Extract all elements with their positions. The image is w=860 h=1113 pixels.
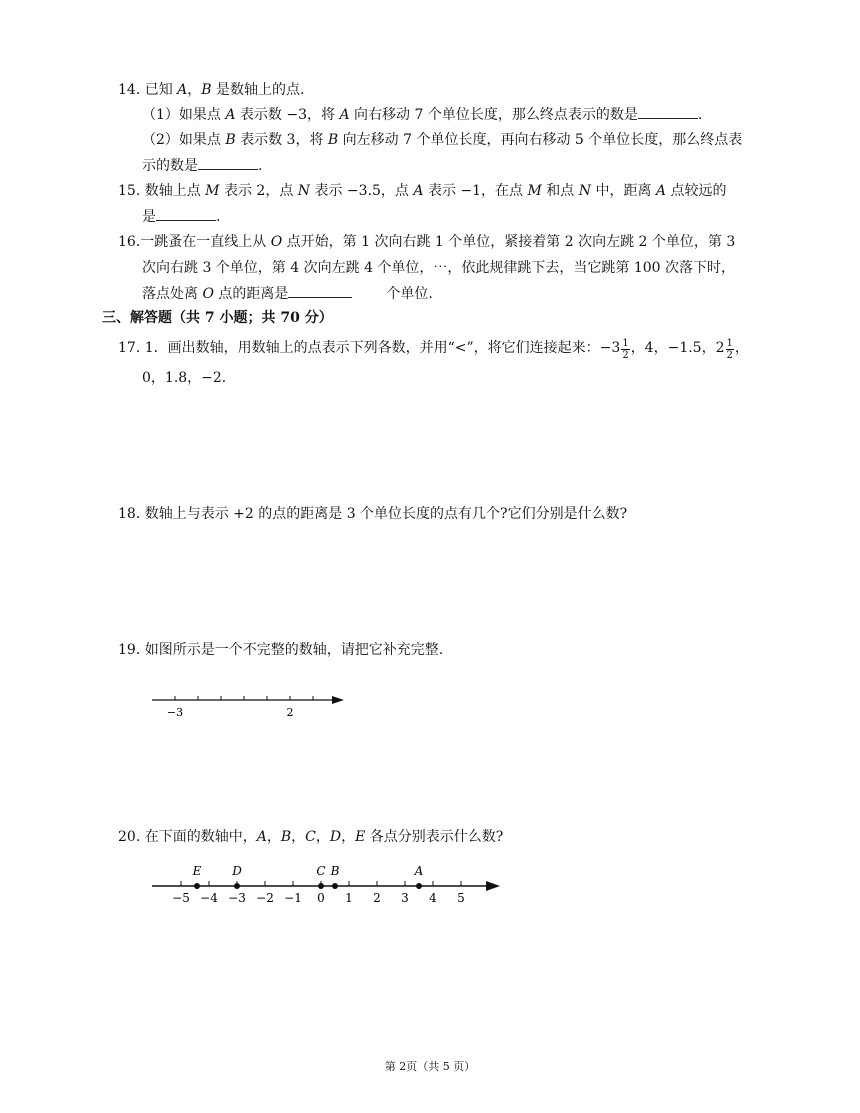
axis-label-neg3: −3	[166, 706, 184, 719]
point-label-e: E	[192, 864, 202, 878]
q19-incomplete-number-line	[140, 686, 360, 722]
q16-line1: 16.一跳蚤在一直线上从 O 点开始，第 1 次向右跳 1 个单位，紧接着第 2 次向左跳 2 个单位，第 3	[118, 234, 736, 250]
fraction-half-2: $\frac{1}{2}$	[726, 338, 733, 361]
arrow-head-icon	[332, 696, 344, 704]
q14-part2-cont: 示的数是 .	[142, 155, 262, 176]
tick-label: −4	[200, 891, 218, 905]
tick-label: −5	[172, 891, 190, 905]
q17-line1: 17. 1．画出数轴，用数轴上的点表示下列各数，并用“<”，将它们连接起来：−3 $\frac{1}{2}$ ，4，−1.5，2 $\frac{1}{2}$ ，	[118, 338, 749, 361]
tick-label: 5	[457, 891, 465, 905]
q20-text: 20. 在下面的数轴中，A，B，C，D，E 各点分别表示什么数?	[118, 829, 504, 845]
q16-line2: 次向右跳 3 个单位，第 4 次向左跳 4 个单位，⋯，依此规律跳下去，当它跳第 100 次落下时，	[142, 260, 736, 276]
q15-line2: 是 .	[142, 206, 220, 227]
q15-line1: 15. 数轴上点 M 表示 2，点 N 表示 −3.5，点 A 表示 −1，在点 M 和点 N 中，距离 A 点较远的	[118, 183, 727, 199]
q14-part1-blank[interactable]	[638, 104, 698, 119]
q14-part2: （2）如果点 B 表示数 3，将 B 向左移动 7 个单位长度，再向右移动 5 个单位长度，那么终点表	[142, 132, 743, 148]
point-label-d: D	[232, 864, 242, 878]
q14-stem: 14. 已知 A，B 是数轴上的点.	[118, 82, 305, 98]
q17-line2: 0，1.8，−2．	[142, 370, 236, 386]
fraction-half-1: $\frac{1}{2}$	[622, 338, 629, 361]
q15-blank[interactable]	[156, 206, 216, 221]
point-label-a: A	[414, 864, 424, 878]
point-d	[234, 883, 240, 889]
tick-label: 0	[317, 891, 325, 905]
point-c	[318, 883, 324, 889]
point-label-b: B	[330, 864, 340, 878]
axis-label-2: 2	[286, 706, 294, 719]
point-e	[194, 883, 200, 889]
tick-label: −1	[284, 891, 302, 905]
q16-line3: 落点处离 O 点的距离是 个单位.	[142, 283, 433, 304]
q14-part2-blank[interactable]	[198, 155, 258, 170]
q20-number-line	[140, 860, 510, 910]
arrow-head-icon	[486, 881, 500, 891]
point-a	[416, 883, 422, 889]
q14-part1: （1）如果点 A 表示数 −3，将 A 向右移动 7 个单位长度，那么终点表示的数是 .	[142, 104, 702, 125]
q16-blank[interactable]	[288, 283, 352, 298]
point-label-c: C	[316, 864, 326, 878]
tick-label: 2	[373, 891, 381, 905]
section-3-title: 三、解答题（共 7 小题；共 70 分）	[102, 310, 333, 326]
point-b	[332, 883, 338, 889]
tick-label: −2	[256, 891, 274, 905]
tick-label: −3	[228, 891, 246, 905]
q18-text: 18. 数轴上与表示 +2 的点的距离是 3 个单位长度的点有几个?它们分别是什么数?	[118, 506, 628, 522]
tick-label: 4	[429, 891, 437, 905]
tick-label: 3	[401, 891, 409, 905]
q19-text: 19. 如图所示是一个不完整的数轴，请把它补充完整.	[118, 642, 444, 658]
page-footer: 第 2页（共 5 页）	[384, 1060, 476, 1073]
tick-label: 1	[345, 891, 353, 905]
